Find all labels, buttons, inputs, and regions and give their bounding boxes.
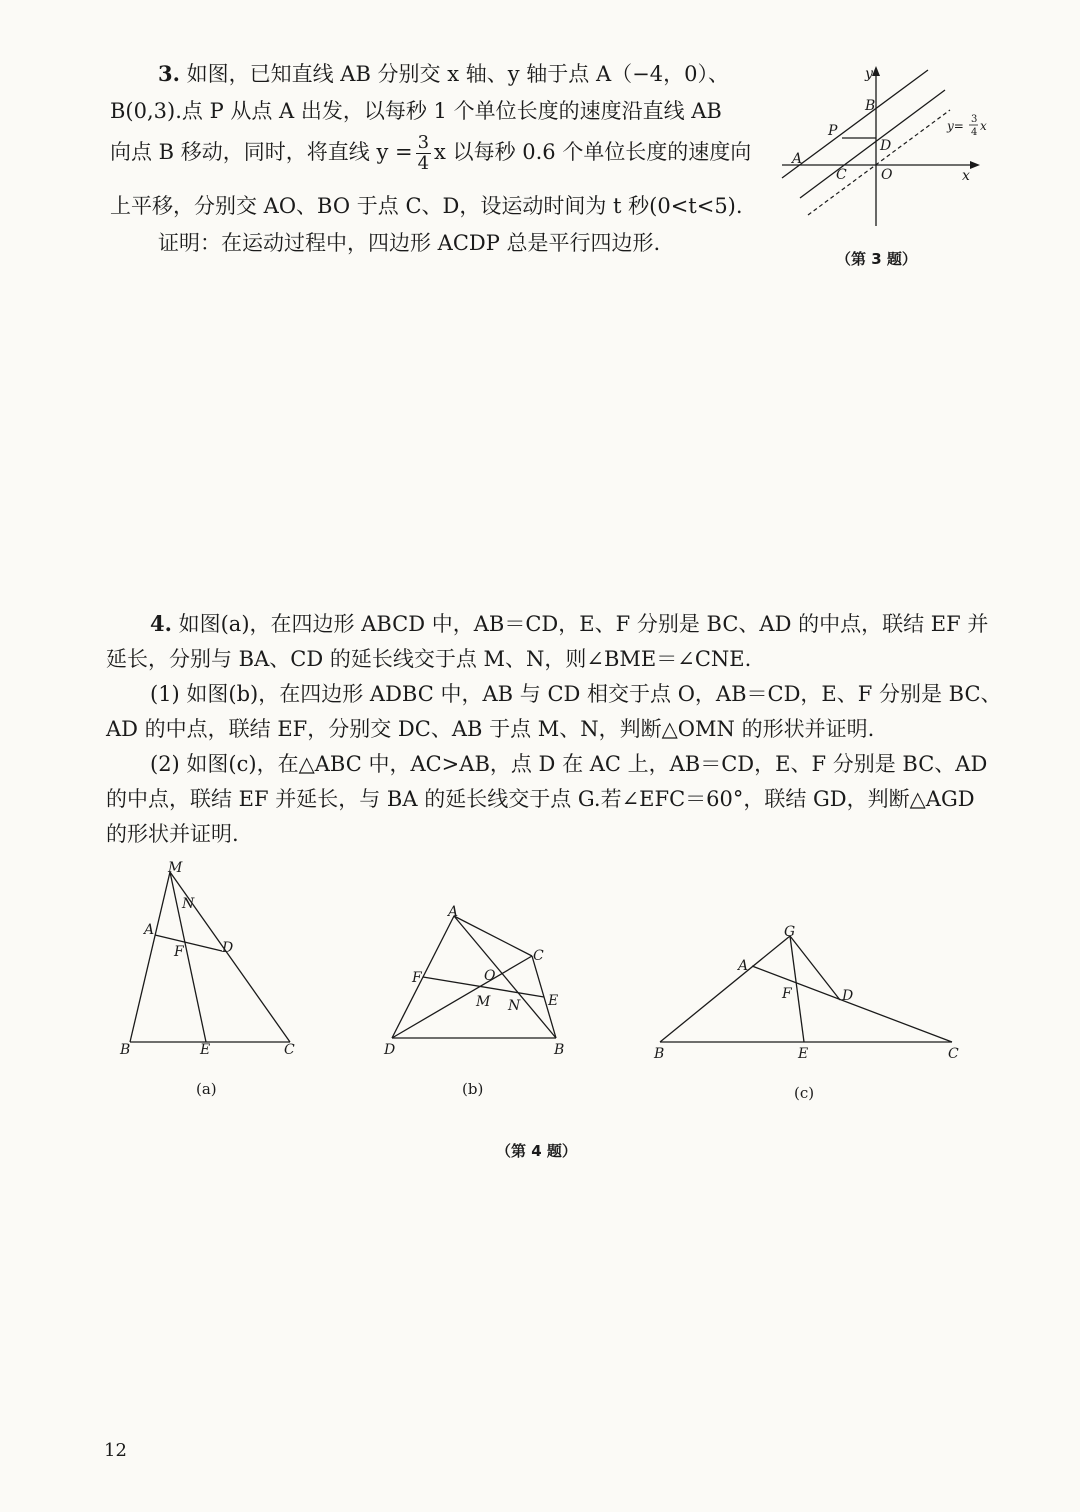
fig-a-label-d: D	[222, 940, 234, 956]
fig-c-label-f: F	[782, 986, 792, 1002]
q3-label-o: O	[881, 167, 893, 183]
fig-a-label-c: C	[284, 1042, 295, 1058]
q3-line-eq-den: 4	[971, 127, 978, 138]
q3-line-3	[110, 133, 751, 174]
fig-a-label-m: M	[168, 860, 183, 876]
q3-figure	[780, 60, 1000, 230]
fig-a-label-f: F	[174, 944, 184, 960]
q3-line-eq	[946, 119, 964, 133]
q3-x-arrow	[970, 161, 980, 169]
q4-number: 4.	[150, 611, 172, 636]
fig-a-label-e: E	[200, 1042, 211, 1058]
q3-line-eq-y: y=	[947, 119, 964, 133]
q4-caption: （第 4 题）	[496, 1142, 577, 1160]
q4-text-1: 如图(a)，在四边形 ABCD 中，AB＝CD，E、F 分别是 BC、AD 的中点，联结 EF 并	[171, 612, 989, 636]
fig-b-label-n: N	[508, 998, 521, 1014]
fig-c-label-a: A	[738, 958, 749, 974]
q3-text-3a: 向点 B 移动，同时，将直线 y =	[110, 140, 413, 164]
fig-b-label-f: F	[412, 970, 422, 986]
q4-line-3: (1) 如图(b)，在四边形 ADBC 中，AB 与 CD 相交于点 O，AB＝CD，E、F 分别是 BC、	[150, 682, 1002, 706]
q4-figure-c	[650, 920, 970, 1070]
q3-caption: （第 3 题）	[836, 250, 917, 268]
q4-line-7: 的形状并证明.	[106, 822, 239, 846]
q3-text-1: 如图，已知直线 AB 分别交 x 轴、y 轴于点 A（−4，0）、	[179, 62, 729, 86]
q3-label-p: P	[828, 123, 838, 139]
q4-line-6: 的中点，联结 EF 并延长，与 BA 的延长线交于点 G.若∠EFC＝60°，联结 GD，判断△AGD	[106, 787, 975, 811]
fig-b-label-b: B	[554, 1042, 565, 1058]
q3-number: 3.	[158, 61, 180, 86]
q4-line-2: 延长，分别与 BA、CD 的延长线交于点 M、N，则∠BME＝∠CNE.	[106, 647, 752, 671]
q3-label-a: A	[792, 151, 803, 167]
q3-line-4: 上平移，分别交 AO、BO 于点 C、D，设运动时间为 t 秒(0<t<5).	[110, 194, 743, 218]
q3-label-b: B	[865, 98, 876, 114]
fig-c-label-d: D	[842, 988, 854, 1004]
q3-frac-den: 4	[417, 153, 430, 174]
fig-b-label-o: O	[484, 968, 496, 984]
fig-a-label-a: A	[144, 922, 155, 938]
q4-figure-a	[110, 858, 310, 1068]
q4-line-5: (2) 如图(c)，在△ABC 中，AC>AB，点 D 在 AC 上，AB＝CD，E、F 分别是 BC、AD	[150, 752, 988, 776]
fig-b-label-a: A	[448, 904, 459, 920]
fig-b-label-m: M	[476, 994, 491, 1010]
q3-label-y: y	[865, 66, 873, 82]
fig-c-seg-bg	[660, 936, 790, 1042]
q3-line-ab	[782, 70, 928, 178]
fig-a-label-b: B	[120, 1042, 131, 1058]
fig-b-label-c: C	[533, 948, 544, 964]
fig-c-label-g: G	[784, 924, 796, 940]
q4-figure-b	[382, 900, 582, 1060]
q3-text-3b: x 以每秒 0.6 个单位长度的速度向	[434, 140, 752, 164]
fig-b-sublabel: (b)	[462, 1080, 484, 1098]
q3-line-1	[158, 58, 729, 88]
page-number: 12	[104, 1440, 127, 1461]
fig-c-label-b: B	[654, 1046, 665, 1062]
fig-c-label-c: C	[948, 1046, 959, 1062]
q3-y-arrow	[872, 66, 880, 76]
fig-b-label-d: D	[384, 1042, 396, 1058]
fig-a-seg-ad	[155, 935, 222, 951]
q3-label-x: x	[962, 168, 970, 184]
q3-fraction	[416, 133, 431, 174]
fig-b-label-e: E	[548, 993, 559, 1009]
q3-line-eq-x: x	[980, 119, 987, 133]
q3-label-c: C	[836, 167, 847, 183]
q3-line-5: 证明：在运动过程中，四边形 ACDP 总是平行四边形.	[158, 231, 661, 255]
q4-line-1	[150, 608, 988, 638]
fig-a-sublabel: (a)	[196, 1080, 217, 1098]
q3-line-eq-num: 3	[971, 114, 978, 125]
fig-b-seg-ab	[454, 916, 559, 1038]
fig-a-label-n: N	[182, 896, 195, 912]
fig-c-seg-ac	[752, 966, 952, 1042]
fig-c-label-e: E	[798, 1046, 809, 1062]
fig-b-seg-ac	[454, 916, 532, 956]
q3-label-d: D	[880, 138, 892, 154]
q3-frac-num: 3	[417, 132, 430, 153]
q4-line-4: AD 的中点，联结 EF，分别交 DC、AB 于点 M、N，判断△OMN 的形状并证明.	[106, 717, 875, 741]
fig-c-sublabel: (c)	[794, 1084, 815, 1102]
fig-a-seg-mb	[130, 872, 170, 1042]
q3-line-2: B(0,3).点 P 从点 A 出发，以每秒 1 个单位长度的速度沿直线 AB	[110, 99, 722, 123]
